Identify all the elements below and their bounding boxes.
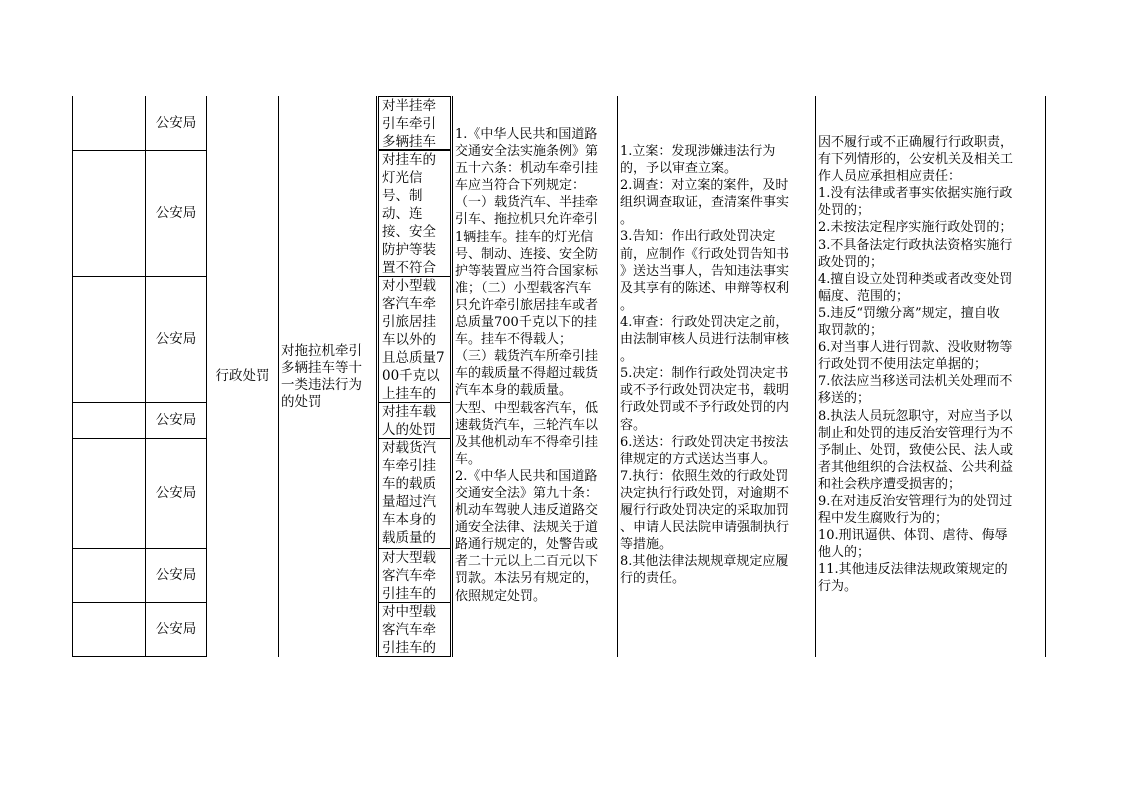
sub-item-cell: 对挂车的灯光信号、制动、连接、安全防护等装置不符合 xyxy=(378,150,451,277)
liability-cell: 因不履行或不正确履行行政职责， 有下列情形的，公安机关及相关工 作人员应承担相应责任： 1.没有法律或者事实依据实施行政 处罚的； 2.未按法定程序实施行政处罚的； 3.不具备法定行政执法资格实施行 政处罚的； 4.擅自设立处罚种类或者改变处罚 幅度、范围的； 5.违反“罚缴分离”规定，擅自收 取罚款的； 6.对当事人进行罚款、没收财物等 行政处罚不使用法定单据的； 7.依法应当移送司法机关处理而不 移送的； 8.执法人员玩忽职守，对应当予以 制止和处罚的违反治安管理行为不 予制止、处罚，致使公民、法人或 者其他组织的合法权益、公共利益 和社会秩序遭受损害的； 9.在对违反治安管理行为的处罚过 程中发生腐败行为的； 10.刑讯逼供、体罚、虐待、侮辱 他人的； 11.其他违反法律法规政策规定的 行为。 xyxy=(818,135,1014,595)
category-cell: 行政处罚 xyxy=(215,368,270,384)
column-divider xyxy=(617,96,618,657)
table-border-right xyxy=(1045,96,1046,657)
procedure-cell: 1.立案：发现涉嫌违法行为 的，予以审查立案。 2.调查：对立案的案件，及时 组织调查取证，查清案件事实 。 3.告知：作出行政处罚决定 前，应制作《行政处罚告知书 》送达当事人，告知违法事实 及其享有的陈述、申辩等权利 。 4.审查：行政处罚决定之前， 由法制审核人员进行法制审核 。 5.决定：制作行政处罚决定书 或不予行政处罚决定书，载明 行政处罚或不予行政处罚的内 容。 6.送达：行政处罚决定书按法 律规定的方式送达当事人。 7.执行：依照生效的行政处罚 决定执行行政处罚，对逾期不 履行行政处罚决定的采取加罚 、申请人民法院申请强制执行 等措施。 8.其他法律法规规章规定应履 行的责任。 xyxy=(620,144,790,587)
column-divider xyxy=(278,96,279,657)
dept-cell: 公安局 xyxy=(155,114,197,131)
column-divider xyxy=(815,96,816,657)
item-name: 对拖拉机牵引多辆挂车等十一类违法行为的处罚 xyxy=(281,343,362,410)
item-name-cell xyxy=(281,343,373,411)
column-divider xyxy=(452,96,453,657)
dept-cell: 公安局 xyxy=(155,621,197,637)
sub-item-cell: 对载货汽车牵引挂车的载质量超过汽车本身的载质量的 xyxy=(378,438,451,549)
sub-item-cell: 对挂车载人的处罚 xyxy=(378,402,451,439)
sub-item-cell: 对半挂牵引车牵引多辆挂车 xyxy=(378,96,451,150)
legal-basis-cell: 1.《中华人民共和国道路 交通安全法实施条例》第 五十六条：机动车牵引挂 车应当符合下列规定： （一）载货汽车、半挂牵 引车、拖拉机只允许牵引 1辆挂车。挂车的灯光信 号、制动、连接、安全防 护等装置应当符合国家标 准；（二）小型载客汽车 只允许牵引旅居挂车或者 总质量700千克以下的挂 车。挂车不得载人； （三）载货汽车所牵引挂 车的载质量不得超过载货 汽车本身的载质量。 大型、中型载客汽车，低 速载货汽车，三轮汽车以 及其他机动车不得牵引挂 车。 2.《中华人民共和国道路 交通安全法》第九十条： 机动车驾驶人违反道路交 通安全法律、法规关于道 路通行规定的，处警告或 者二十元以上二百元以下 罚款。本法另有规定的， 依照规定处罚。 xyxy=(455,127,599,604)
dept-cell: 公安局 xyxy=(155,331,197,347)
dept-cell: 公安局 xyxy=(155,567,197,583)
sub-item-cell: 对小型载客汽车牵引旅居挂车以外的且总质量700千克以上挂车的 xyxy=(378,276,451,403)
dept-cell: 公安局 xyxy=(155,485,197,501)
sub-item-cell: 对中型载客汽车牵引挂车的 xyxy=(378,602,451,657)
column-divider xyxy=(376,96,377,657)
dept-cell: 公安局 xyxy=(155,412,197,428)
table-border-left xyxy=(72,96,73,657)
sub-item-cell: 对大型载客汽车牵引挂车的 xyxy=(378,548,451,603)
table-border-bottom xyxy=(72,656,206,657)
dept-cell: 公安局 xyxy=(155,205,197,221)
